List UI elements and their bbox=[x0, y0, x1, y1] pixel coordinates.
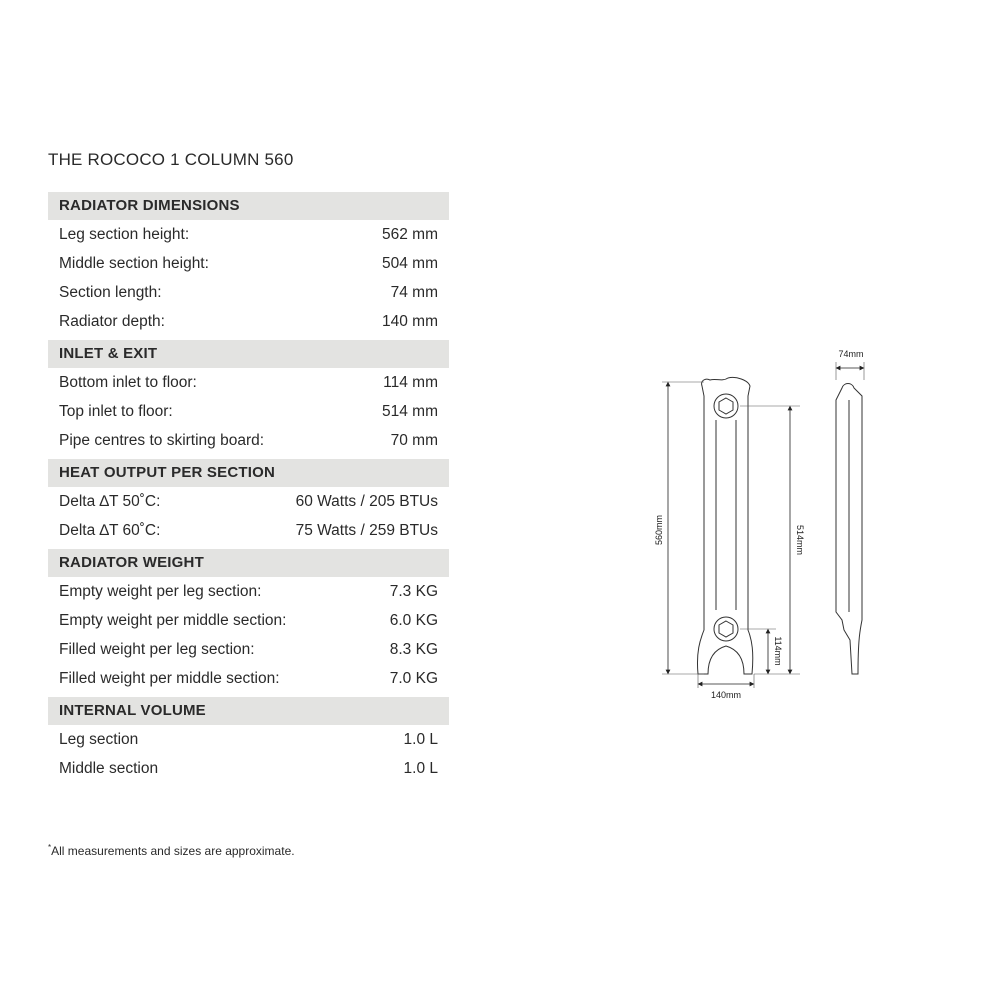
spec-value: 114 mm bbox=[383, 374, 438, 391]
footnote-marker: * bbox=[48, 843, 52, 852]
section-internal-volume bbox=[48, 697, 449, 783]
spec-label: Section length: bbox=[59, 284, 162, 301]
section-heat-output bbox=[48, 459, 449, 545]
spec-value: 74 mm bbox=[390, 284, 438, 301]
dimension-bottom-inlet bbox=[740, 629, 783, 672]
spec-value: 140 mm bbox=[382, 313, 438, 330]
dimension-depth bbox=[698, 674, 754, 700]
section-heading: HEAT OUTPUT PER SECTION bbox=[48, 459, 449, 487]
label-top-inlet: 514mm bbox=[795, 524, 805, 556]
radiator-front-view bbox=[697, 377, 752, 674]
spec-label: Filled weight per leg section: bbox=[59, 641, 255, 658]
spec-value: 60 Watts / 205 BTUs bbox=[295, 493, 438, 510]
label-depth: 140mm bbox=[710, 690, 742, 700]
label-length: 74mm bbox=[838, 349, 864, 359]
label-height-total: 560mm bbox=[654, 514, 664, 546]
spec-label: Pipe centres to skirting board: bbox=[59, 432, 265, 449]
footnote-text: All measurements and sizes are approximate. bbox=[51, 844, 295, 858]
spec-row bbox=[48, 487, 449, 516]
spec-value: 1.0 L bbox=[403, 760, 438, 777]
spec-row bbox=[48, 725, 449, 754]
dimension-length bbox=[836, 349, 864, 380]
spec-row bbox=[48, 754, 449, 783]
spec-label: Empty weight per middle section: bbox=[59, 612, 287, 629]
section-radiator-dimensions bbox=[48, 192, 449, 336]
spec-value: 75 Watts / 259 BTUs bbox=[295, 522, 438, 539]
spec-label: Middle section bbox=[59, 760, 159, 777]
page-title: THE ROCOCO 1 COLUMN 560 bbox=[48, 150, 294, 169]
spec-row bbox=[48, 606, 449, 635]
spec-row bbox=[48, 278, 449, 307]
dimension-height-total bbox=[654, 382, 704, 674]
spec-row bbox=[48, 249, 449, 278]
spec-label: Delta ∆T 60˚C: bbox=[59, 522, 161, 539]
spec-label: Delta ∆T 50˚C: bbox=[59, 493, 161, 510]
section-heading: INLET & EXIT bbox=[48, 340, 449, 368]
spec-row bbox=[48, 664, 449, 693]
spec-value: 8.3 KG bbox=[389, 641, 438, 658]
spec-label: Top inlet to floor: bbox=[59, 403, 173, 420]
spec-value: 7.3 KG bbox=[389, 583, 438, 600]
spec-label: Empty weight per leg section: bbox=[59, 583, 262, 600]
spec-row bbox=[48, 220, 449, 249]
label-bottom-inlet: 114mm bbox=[773, 636, 783, 666]
section-inlet-exit bbox=[48, 340, 449, 455]
spec-label: Leg section height: bbox=[59, 226, 190, 243]
radiator-dimension-diagram bbox=[640, 340, 880, 710]
spec-value: 514 mm bbox=[382, 403, 438, 420]
section-radiator-weight bbox=[48, 549, 449, 693]
spec-row bbox=[48, 397, 449, 426]
spec-label: Radiator depth: bbox=[59, 313, 165, 330]
radiator-side-view bbox=[836, 384, 862, 675]
spec-value: 6.0 KG bbox=[389, 612, 438, 629]
spec-row bbox=[48, 635, 449, 664]
spec-label: Filled weight per middle section: bbox=[59, 670, 280, 687]
spec-label: Middle section height: bbox=[59, 255, 209, 272]
spec-row bbox=[48, 516, 449, 545]
spec-value: 562 mm bbox=[382, 226, 438, 243]
spec-row bbox=[48, 426, 449, 455]
section-heading: RADIATOR DIMENSIONS bbox=[48, 192, 449, 220]
footnote bbox=[48, 843, 295, 858]
spec-row bbox=[48, 307, 449, 336]
spec-value: 1.0 L bbox=[403, 731, 438, 748]
spec-label: Leg section bbox=[59, 731, 139, 748]
spec-value: 70 mm bbox=[390, 432, 438, 449]
section-heading: INTERNAL VOLUME bbox=[48, 697, 449, 725]
spec-value: 7.0 KG bbox=[389, 670, 438, 687]
spec-row bbox=[48, 368, 449, 397]
spec-table bbox=[48, 192, 449, 787]
spec-row bbox=[48, 577, 449, 606]
spec-value: 504 mm bbox=[382, 255, 438, 272]
section-heading: RADIATOR WEIGHT bbox=[48, 549, 449, 577]
spec-label: Bottom inlet to floor: bbox=[59, 374, 197, 391]
